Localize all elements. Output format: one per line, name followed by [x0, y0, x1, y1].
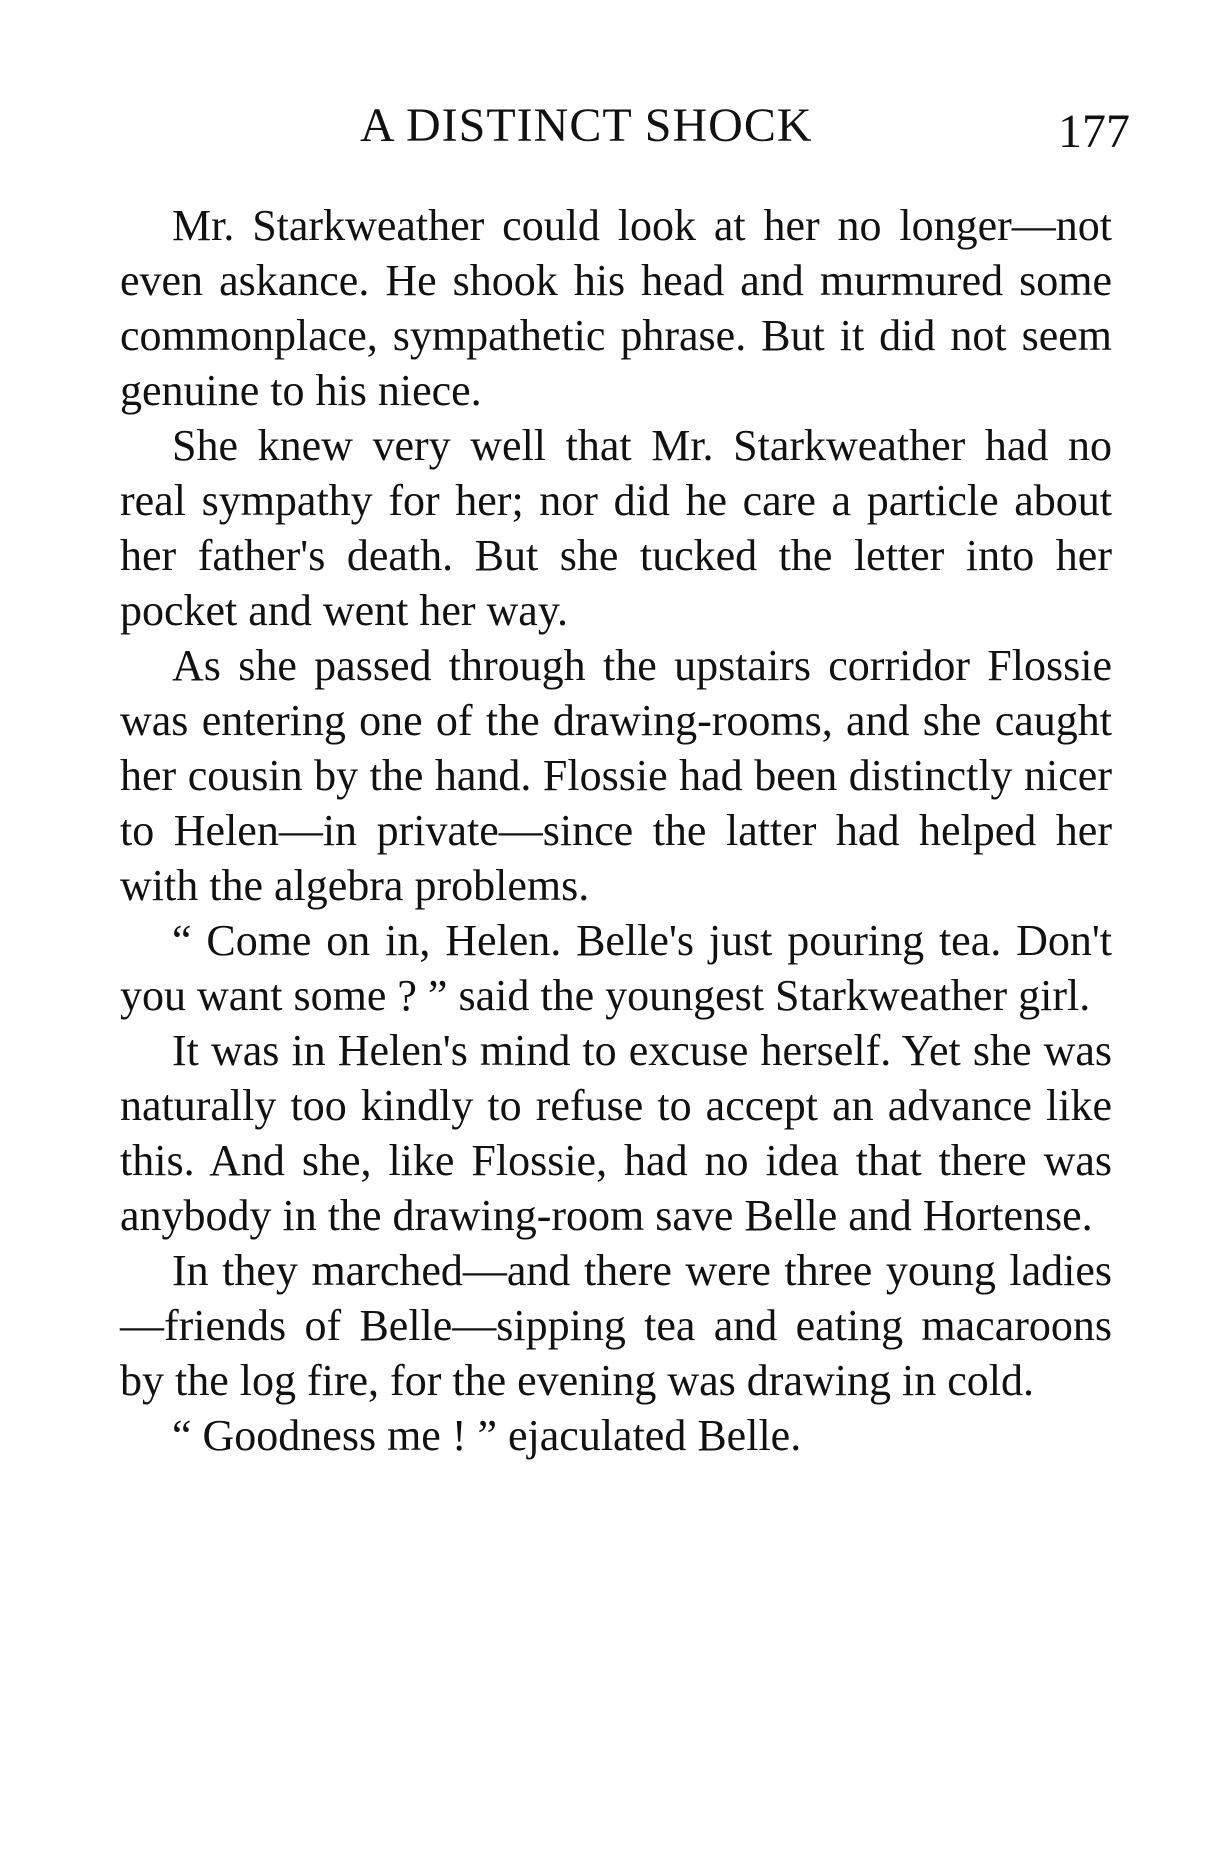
paragraph: “ Come on in, Helen. Belle's just pouring tea. Don't you want some ? ” said the youngest Starkweather girl.	[120, 916, 1112, 1020]
running-head: A DISTINCT SHOCK	[360, 99, 813, 152]
page-header	[120, 96, 1130, 156]
body-text	[120, 198, 1112, 1463]
page-number: 177	[1058, 105, 1130, 158]
paragraph: It was in Helen's mind to excuse herself. Yet she was naturally too kindly to refuse to accept an advance like this. And she, like Flossie, had no idea that there was anybody in the drawing-room save Belle and Hortense.	[120, 1026, 1112, 1240]
paragraph: As she passed through the upstairs corridor Flossie was entering one of the drawing-rooms, and she caught her cousin by the hand. Flossie had been distinctly nicer to Helen—in private—since the latter had helped her with the algebra problems.	[120, 641, 1112, 910]
paragraph: “ Goodness me ! ” ejaculated Belle.	[172, 1411, 802, 1460]
paragraph: In they marched—and there were three young ladies—friends of Belle—sipping tea and eating macaroons by the log fire, for the evening was drawing in cold.	[120, 1246, 1112, 1405]
paragraph: Mr. Starkweather could look at her no longer—not even askance. He shook his head and murmured some commonplace, sympathetic phrase. But it did not seem genuine to his niece.	[120, 201, 1112, 415]
paragraph: She knew very well that Mr. Starkweather had no real sympathy for her; nor did he care a particle about her father's death. But she tucked the letter into her pocket and went her way.	[120, 421, 1112, 635]
